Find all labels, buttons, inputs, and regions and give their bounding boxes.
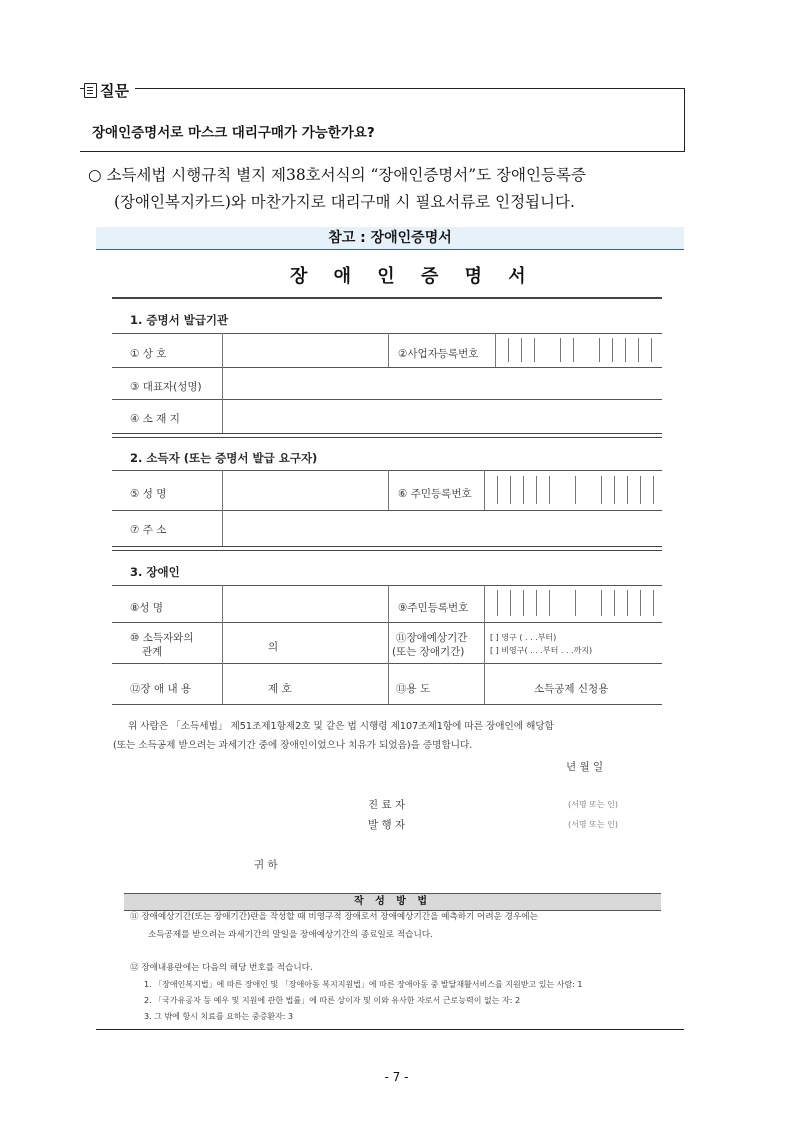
rule [521, 338, 522, 362]
rule [222, 333, 223, 433]
rule [112, 510, 662, 511]
answer-line-1: 소득세법 시행규칙 별지 제38호서식의 “장애인증명서”도 장애인등록증 [106, 166, 586, 184]
field-value: 소득공제 신청용 [534, 683, 609, 695]
field-value: [ ] 비영구( . . .부터 . . .까지) [490, 646, 593, 655]
rule [112, 399, 662, 400]
section-1-title: 1. 증명서 발급기관 [130, 313, 229, 327]
rule [523, 590, 524, 616]
rule [625, 338, 626, 362]
rule [560, 338, 561, 362]
guide-line: ⑫ 장애내용란에는 다음의 해당 번호를 적습니다. [130, 963, 313, 973]
form-body-line-1: 위 사람은 「소득세법」 제51조제1항제2호 및 같은 법 시행령 제107조제1항에 따른 장애인에 해당함 [128, 721, 554, 732]
rule [627, 476, 628, 504]
rule [484, 470, 485, 510]
field-label: ⑪장애예상기간 [396, 632, 468, 644]
section-2-title: 2. 소득자 (또는 증명서 발급 요구자) [130, 451, 318, 465]
rule [510, 590, 511, 616]
field-value: [ ] 영구 ( . . .부터) [490, 633, 557, 642]
field-label: ④ 소 재 지 [130, 413, 180, 425]
section-3-title: 3. 장애인 [130, 565, 180, 579]
field-value: 제 호 [268, 683, 292, 695]
question-text: 장애인증명서로 마스크 대리구매가 가능한가요? [92, 125, 375, 141]
field-label: ⑤ 성 명 [130, 488, 167, 500]
answer-bullet: ○ [88, 166, 102, 184]
rule [112, 470, 662, 471]
field-label: ⑫장 애 내 용 [130, 683, 192, 695]
rule [575, 476, 576, 504]
rule [653, 476, 654, 504]
field-label: ⑨주민등록번호 [398, 602, 469, 614]
rule [549, 590, 550, 616]
guide-line: ⑪ 장애예상기간(또는 장애기간)란을 작성할 때 비영구적 장애로서 장애예상기간을 예측하기 어려운 경우에는 [130, 912, 538, 922]
field-label: ⑥ 주민등록번호 [398, 488, 472, 500]
rule [112, 297, 662, 299]
field-label: ②사업자등록번호 [398, 348, 479, 360]
guide-line: 1. 「장애인복지법」에 따른 장애인 및 「장애아동 복지지원법」에 따른 장애아동 중 발달재활서비스를 지원받고 있는 사람: 1 [144, 980, 583, 989]
rule [640, 590, 641, 616]
field-label: ⑧성 명 [130, 602, 164, 614]
issuer-sign: (서명 또는 인) [568, 820, 618, 829]
rule [388, 470, 389, 510]
field-label: ① 상 호 [130, 348, 167, 360]
rule [112, 367, 662, 368]
question-box [80, 88, 685, 152]
field-label: ⑬용 도 [396, 683, 431, 695]
rule [112, 333, 662, 334]
rule [614, 590, 615, 616]
rule [112, 622, 662, 623]
field-label: (또는 장애기간) [392, 646, 465, 658]
field-value: 의 [268, 641, 279, 653]
issuer-label: 발 행 자 [368, 819, 406, 831]
reference-header: 참고 : 장애인증명서 [96, 227, 684, 250]
rule [599, 338, 600, 362]
rule [653, 590, 654, 616]
form-body-line-2: (또는 소득공제 받으려는 과세기간 중에 장애인이었으나 치유가 되었음)을 증명합니다. [113, 740, 473, 751]
rule [510, 476, 511, 504]
question-label [84, 80, 135, 101]
rule [484, 585, 485, 704]
answer-line-2: (장애인복지카드)와 마찬가지로 대리구매 시 필요서류로 인정됩니다. [114, 193, 575, 211]
rule [222, 585, 223, 704]
rule [534, 338, 535, 362]
rule [222, 470, 223, 546]
rule [497, 590, 498, 616]
answer-paragraph [88, 162, 738, 216]
question-label-text: 질문 [100, 82, 129, 100]
guide-line: 소득공제를 받으려는 과세기간의 말일을 장애예상기간의 종료일로 적습니다. [148, 930, 433, 940]
rule [627, 590, 628, 616]
rule [112, 704, 662, 705]
guide-line: 3. 그 밖에 항시 치료를 요하는 중증환자: 3 [144, 1012, 294, 1021]
field-label: 관계 [142, 646, 163, 658]
doctor-sign: (서명 또는 인) [568, 800, 618, 809]
rule [651, 338, 652, 362]
rule [495, 333, 496, 367]
rule [112, 433, 662, 438]
rule [549, 476, 550, 504]
page-number: - 7 - [384, 1070, 409, 1084]
form-date: 년 월 일 [566, 761, 604, 773]
doctor-label: 진 료 자 [368, 799, 406, 811]
rule [573, 338, 574, 362]
rule [112, 585, 662, 586]
rule [536, 476, 537, 504]
rule [575, 590, 576, 616]
rule [112, 663, 662, 664]
memo-icon [84, 83, 97, 98]
field-label: ③ 대표자(성명) [130, 381, 202, 393]
rule [388, 333, 389, 367]
field-label: ⑩ 소득자와의 [130, 632, 194, 644]
form-title: 장 애 인 증 명 서 [290, 266, 536, 287]
rule [601, 590, 602, 616]
guide-header: 작 성 방 법 [124, 893, 661, 911]
rule [638, 338, 639, 362]
field-label: ⑦ 주 소 [130, 524, 167, 536]
rule [508, 338, 509, 362]
rule [612, 338, 613, 362]
addressee: 귀 하 [254, 859, 278, 871]
rule [536, 590, 537, 616]
rule [112, 546, 662, 551]
rule [640, 476, 641, 504]
guide-line: 2. 「국가유공자 등 예우 및 지원에 관한 법률」에 따른 상이자 및 이와 유사한 자로서 근로능력이 없는 자: 2 [144, 996, 521, 1005]
rule [614, 476, 615, 504]
rule [497, 476, 498, 504]
rule [601, 476, 602, 504]
rule [523, 476, 524, 504]
rule [388, 585, 389, 704]
